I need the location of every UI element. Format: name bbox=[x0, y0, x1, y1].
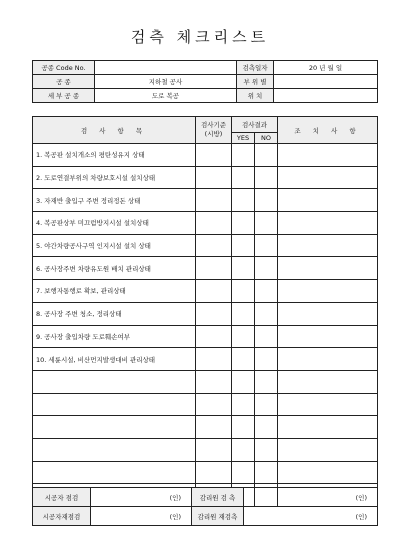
no-cell[interactable] bbox=[255, 189, 278, 212]
action-cell[interactable] bbox=[278, 370, 378, 393]
check-item: 7. 보행자통행로 확보, 관리상태 bbox=[33, 280, 196, 303]
action-cell[interactable] bbox=[278, 234, 378, 257]
info-value[interactable] bbox=[274, 89, 378, 103]
action-cell[interactable] bbox=[278, 438, 378, 461]
check-item: 8. 공사장 주변 청소, 정리상태 bbox=[33, 302, 196, 325]
table-row bbox=[33, 348, 378, 371]
checklist-table bbox=[32, 116, 378, 507]
sign-seal[interactable]: (인) bbox=[91, 507, 192, 526]
table-row bbox=[33, 302, 378, 325]
yes-cell[interactable] bbox=[232, 144, 255, 167]
no-cell[interactable] bbox=[255, 438, 278, 461]
table-row bbox=[33, 393, 378, 416]
check-item: 3. 자재반 출입구 주변 정리정돈 상태 bbox=[33, 189, 196, 212]
table-row bbox=[33, 370, 378, 393]
no-cell[interactable] bbox=[255, 393, 278, 416]
info-label: 부 위 별 bbox=[237, 75, 274, 89]
check-item bbox=[33, 438, 196, 461]
no-cell[interactable] bbox=[255, 348, 278, 371]
table-row bbox=[33, 257, 378, 280]
action-cell[interactable] bbox=[278, 189, 378, 212]
header-item: 검 사 항 목 bbox=[33, 117, 196, 144]
action-cell[interactable] bbox=[278, 393, 378, 416]
sign-row bbox=[33, 488, 378, 507]
info-table bbox=[32, 60, 378, 103]
standard-cell[interactable] bbox=[196, 325, 232, 348]
check-item: 6. 공사장주변 차량유도원 배치 관리상태 bbox=[33, 257, 196, 280]
standard-cell[interactable] bbox=[196, 212, 232, 235]
standard-cell[interactable] bbox=[196, 166, 232, 189]
action-cell[interactable] bbox=[278, 461, 378, 484]
no-cell[interactable] bbox=[255, 234, 278, 257]
action-cell[interactable] bbox=[278, 257, 378, 280]
no-cell[interactable] bbox=[255, 144, 278, 167]
yes-cell[interactable] bbox=[232, 348, 255, 371]
table-row bbox=[33, 234, 378, 257]
no-cell[interactable] bbox=[255, 302, 278, 325]
action-cell[interactable] bbox=[278, 280, 378, 303]
table-row bbox=[33, 325, 378, 348]
yes-cell[interactable] bbox=[232, 461, 255, 484]
check-item: 4. 복공판상부 미끄럼방지시설 설치상태 bbox=[33, 212, 196, 235]
table-row bbox=[33, 438, 378, 461]
info-value[interactable]: 지하철 공사 bbox=[95, 75, 237, 89]
standard-cell[interactable] bbox=[196, 393, 232, 416]
table-header-row bbox=[33, 117, 378, 133]
header-no: NO bbox=[255, 133, 278, 144]
action-cell[interactable] bbox=[278, 144, 378, 167]
header-yes: YES bbox=[232, 133, 255, 144]
action-cell[interactable] bbox=[278, 325, 378, 348]
yes-cell[interactable] bbox=[232, 212, 255, 235]
standard-cell[interactable] bbox=[196, 348, 232, 371]
yes-cell[interactable] bbox=[232, 302, 255, 325]
info-row bbox=[33, 89, 378, 103]
sign-label: 감리원 검 측 bbox=[192, 488, 244, 507]
info-value[interactable] bbox=[274, 75, 378, 89]
info-label: 공 종 bbox=[33, 75, 95, 89]
table-row bbox=[33, 461, 378, 484]
yes-cell[interactable] bbox=[232, 325, 255, 348]
header-standard: 검사기준 (시방) bbox=[196, 117, 232, 144]
action-cell[interactable] bbox=[278, 416, 378, 439]
standard-cell[interactable] bbox=[196, 438, 232, 461]
check-item bbox=[33, 461, 196, 484]
action-cell[interactable] bbox=[278, 348, 378, 371]
check-item bbox=[33, 370, 196, 393]
no-cell[interactable] bbox=[255, 325, 278, 348]
yes-cell[interactable] bbox=[232, 280, 255, 303]
no-cell[interactable] bbox=[255, 461, 278, 484]
info-label: 공종 Code No. bbox=[33, 61, 95, 75]
yes-cell[interactable] bbox=[232, 416, 255, 439]
action-cell[interactable] bbox=[278, 302, 378, 325]
info-label: 세 부 공 종 bbox=[33, 89, 95, 103]
yes-cell[interactable] bbox=[232, 257, 255, 280]
check-item: 2. 도로연결부위의 차량보호시설 설치상태 bbox=[33, 166, 196, 189]
check-item bbox=[33, 416, 196, 439]
no-cell[interactable] bbox=[255, 370, 278, 393]
check-item: 10. 세륜시설, 비산먼지발생대비 관리상태 bbox=[33, 348, 196, 371]
info-value[interactable]: 도로 복공 bbox=[95, 89, 237, 103]
sign-table bbox=[32, 487, 378, 526]
info-label: 위 치 bbox=[237, 89, 274, 103]
yes-cell[interactable] bbox=[232, 234, 255, 257]
standard-cell[interactable] bbox=[196, 234, 232, 257]
table-row bbox=[33, 280, 378, 303]
sign-label: 시공자재점검 bbox=[33, 507, 91, 526]
yes-cell[interactable] bbox=[232, 438, 255, 461]
sign-label: 감리원 재검측 bbox=[192, 507, 244, 526]
sign-row bbox=[33, 507, 378, 526]
table-row bbox=[33, 212, 378, 235]
standard-cell[interactable] bbox=[196, 144, 232, 167]
action-cell[interactable] bbox=[278, 166, 378, 189]
check-item: 9. 공사장 출입차량 도로훼손여부 bbox=[33, 325, 196, 348]
check-item: 5. 야간차량공사구역 인지시설 설치 상태 bbox=[33, 234, 196, 257]
sign-seal[interactable]: (인) bbox=[91, 488, 192, 507]
sign-seal[interactable]: (인) bbox=[244, 507, 378, 526]
standard-cell[interactable] bbox=[196, 257, 232, 280]
standard-cell[interactable] bbox=[196, 280, 232, 303]
standard-cell[interactable] bbox=[196, 370, 232, 393]
page-title: 검측 체크리스트 bbox=[130, 28, 270, 46]
no-cell[interactable] bbox=[255, 257, 278, 280]
table-row bbox=[33, 189, 378, 212]
info-value[interactable] bbox=[95, 61, 237, 75]
yes-cell[interactable] bbox=[232, 393, 255, 416]
action-cell[interactable] bbox=[278, 212, 378, 235]
check-item bbox=[33, 393, 196, 416]
info-row bbox=[33, 75, 378, 89]
no-cell[interactable] bbox=[255, 212, 278, 235]
info-label: 검측일자 bbox=[237, 61, 274, 75]
standard-cell[interactable] bbox=[196, 461, 232, 484]
yes-cell[interactable] bbox=[232, 166, 255, 189]
header-result: 검사결과 bbox=[232, 117, 278, 133]
table-row bbox=[33, 416, 378, 439]
sign-seal[interactable]: (인) bbox=[244, 488, 378, 507]
standard-cell[interactable] bbox=[196, 416, 232, 439]
info-value[interactable]: 20 년 월 일 bbox=[274, 61, 378, 75]
header-action: 조 치 사 항 bbox=[278, 117, 378, 144]
no-cell[interactable] bbox=[255, 416, 278, 439]
check-item: 1. 복공판 설치개소의 평탄성유지 상태 bbox=[33, 144, 196, 167]
sign-label: 시공자 점검 bbox=[33, 488, 91, 507]
yes-cell[interactable] bbox=[232, 189, 255, 212]
table-row bbox=[33, 166, 378, 189]
yes-cell[interactable] bbox=[232, 370, 255, 393]
table-row bbox=[33, 144, 378, 167]
no-cell[interactable] bbox=[255, 280, 278, 303]
standard-cell[interactable] bbox=[196, 302, 232, 325]
standard-cell[interactable] bbox=[196, 189, 232, 212]
info-row bbox=[33, 61, 378, 75]
no-cell[interactable] bbox=[255, 166, 278, 189]
